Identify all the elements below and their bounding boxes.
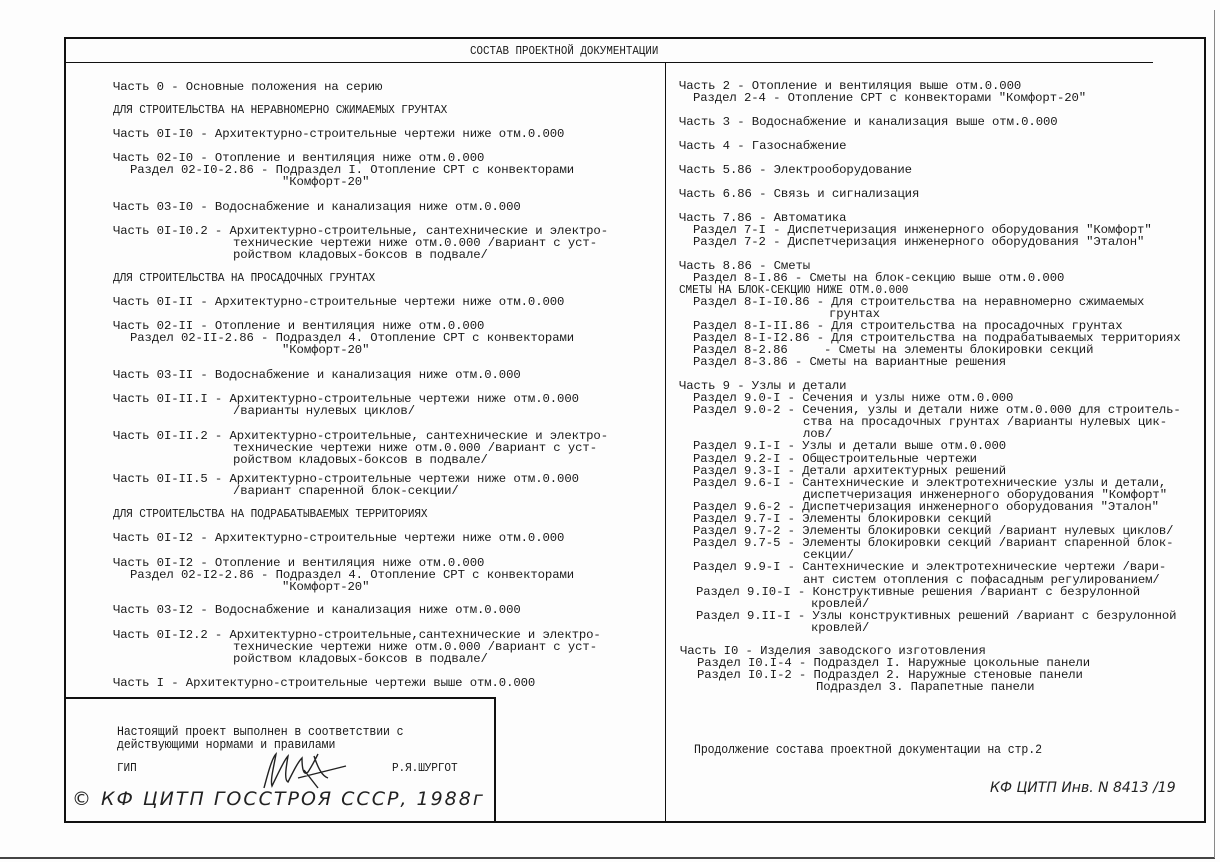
entry: Часть 02-II - Отопление и вентиляция ниже отм.0.000 Раздел 02-II-2.86 - Подраздел 4. Отопление СРТ с конвекторами "Комфорт-20"	[113, 319, 575, 357]
inventory-number: КФ ЦИТП Инв. N 8413 /19	[990, 780, 1176, 796]
entry: Часть 0I-I2.2 - Архитектурно-строительные,сантехнические и электро- технические чертежи ниже отм.0.000 /вариант с уст- ройством кладовых-боксов в подвале/	[113, 628, 601, 666]
entry: Часть 3 - Водоснабжение и канализация выше отм.0.000	[679, 115, 1058, 129]
entry: Часть 8.86 - Сметы Раздел 8-I.86 - Сметы на блок-секцию выше отм.0.000 СМЕТЫ НА БЛОК-СЕКЦИЮ НИЖЕ ОТМ.0.000 Раздел 8-I-I0.86 - Для строительства на неравномерно сжимаемых грунтах Раздел 8-I-II.86 - Для строительства на просадочных грунтах Раздел 8-I-I2.86 - Для строительства на подрабатываемых территориях Раздел 8-2.86 - Сметы на элементы блокировки секций Раздел 8-3.86 - Сметы на вариантные решения	[679, 259, 1181, 369]
section-heading: ДЛЯ СТРОИТЕЛЬСТВА НА ПОДРАБАТЫВАЕМЫХ ТЕРРИТОРИЯХ	[113, 507, 428, 521]
entry: Часть 0I-I2 - Отопление и вентиляция ниже отм.0.000 Раздел 02-I2-2.86 - Подраздел 4. Отопление СРТ с конвекторами "Комфорт-20"	[113, 556, 575, 594]
entry: Часть 0I-II.5 - Архитектурно-строительные чертежи ниже отм.0.000 /вариант спаренной блок-секции/	[113, 472, 579, 498]
column-divider	[665, 62, 666, 822]
entry: Часть I0 - Изделия заводского изготовления Раздел I0.I-4 - Подраздел I. Наружные цокольные панели Раздел I0.I-2 - Подраздел 2. Наружные стеновые панели Подраздел 3. Парапетные панели	[680, 644, 1091, 694]
frame-right	[1204, 37, 1206, 823]
entry: Часть 0I-I2 - Архитектурно-строительные чертежи ниже отм.0.000	[113, 531, 565, 545]
entry: Часть 03-I2 - Водоснабжение и канализация ниже отм.0.000	[113, 603, 521, 617]
frame-bottom	[64, 821, 1206, 823]
copyright-stamp: © КФ ЦИТП ГОССТРОЯ СССР, 1988г	[72, 788, 485, 810]
page-bottom-edge	[0, 857, 1215, 859]
entry-part-0: Часть 0 - Основные положения на серию	[113, 80, 383, 94]
entry: Часть 0I-II.I - Архитектурно-строительные чертежи ниже отм.0.000 /варианты нулевых циклов/	[113, 392, 579, 418]
entry: Часть 0I-I0 - Архитектурно-строительные чертежи ниже отм.0.000	[113, 127, 565, 141]
compliance-note: Настоящий проект выполнен в соответствии с действующими нормами и правилами	[117, 724, 404, 752]
page-right-edge	[1214, 10, 1215, 858]
entry: Часть 7.86 - Автоматика Раздел 7-I - Диспетчеризация инженерного оборудования "Комфорт" Раздел 7-2 - Диспетчеризация инженерного оборудования "Эталон"	[679, 211, 1152, 249]
frame-top	[65, 37, 1206, 39]
frame-left	[64, 37, 66, 823]
signer-name: Р.Я.ШУРГОТ	[392, 761, 458, 775]
entry: Часть 0I-I0.2 - Архитектурно-строительные, сантехнические и электро- технические чертежи ниже отм.0.000 /вариант с уст- ройством кладовых-боксов в подвале/	[113, 224, 608, 262]
role-label: ГИП	[117, 761, 137, 775]
continuation-note: Продолжение состава проектной документации на стр.2	[694, 742, 1042, 757]
entry: Часть 02-I0 - Отопление и вентиляция ниже отм.0.000 Раздел 02-I0-2.86 - Подраздел I. Отопление СРТ с конвекторами "Комфорт-20"	[113, 151, 575, 189]
entry: Часть I - Архитектурно-строительные чертежи выше отм.0.000	[113, 676, 536, 690]
entry: Часть 0I-II.2 - Архитектурно-строительные, сантехнические и электро- технические чертежи ниже отм.0.000 /вариант с уст- ройством кладовых-боксов в подвале/	[113, 429, 608, 467]
entry: Часть 2 - Отопление и вентиляция выше отм.0.000 Раздел 2-4 - Отопление СРТ с конвекторами "Комфорт-20"	[679, 79, 1087, 105]
title-underline	[65, 62, 1153, 63]
entry: Часть 4 - Газоснабжение	[679, 139, 847, 153]
entry: Часть 9 - Узлы и детали Раздел 9.0-I - Сечения и узлы ниже отм.0.000 Раздел 9.0-2 - Сечения, узлы и детали ниже отм.0.000 для строитель- ства на просадочных грунтах /варианты нулевых цик- лов/ Раздел 9.I-I - Узлы и детали выше отм.0.000 Раздел 9.2-I - Общестроительные чертежи Раздел 9.3-I - Детали архитектурных решений Раздел 9.6-I - Сантехнические и электротехнические узлы и детали, диспетчеризация инженерного оборудования "Комфорт" Раздел 9.6-2 - Диспетчеризация инженерного оборудования "Эталон" Раздел 9.7-I - Элементы блокировки секций Раздел 9.7-2 - Элементы блокировки секций /вариант нулевых циклов/ Раздел 9.7-5 - Элементы блокировки секций /вариант спаренной блок- секции/ Раздел 9.9-I - Сантехнические и электротехнические чертежи /вари- ант систем отопления с пофасадным регулированием/ Раздел 9.I0-I - Конструктивные решения /вариант с безрулонной кровлей/ Раздел 9.II-I - Узлы конструктивных решений /вариант с безрулонной кровлей/	[679, 379, 1181, 635]
document-title: СОСТАВ ПРОЕКТНОЙ ДОКУМЕНТАЦИИ	[470, 44, 659, 58]
entry: Часть 03-I0 - Водоснабжение и канализация ниже отм.0.000	[113, 200, 521, 214]
stamp-box-right	[494, 697, 496, 822]
entry: Часть 03-II - Водоснабжение и канализация ниже отм.0.000	[113, 368, 521, 382]
entry: Часть 5.86 - Электрооборудование	[679, 163, 912, 177]
section-heading: ДЛЯ СТРОИТЕЛЬСТВА НА НЕРАВНОМЕРНО СЖИМАЕМЫХ ГРУНТАХ	[113, 103, 448, 117]
stamp-box-top	[65, 697, 496, 699]
entry: Часть 6.86 - Связь и сигнализация	[679, 187, 920, 201]
section-heading: ДЛЯ СТРОИТЕЛЬСТВА НА ПРОСАДОЧНЫХ ГРУНТАХ	[113, 271, 376, 285]
entry: Часть 0I-II - Архитектурно-строительные чертежи ниже отм.0.000	[113, 295, 565, 309]
